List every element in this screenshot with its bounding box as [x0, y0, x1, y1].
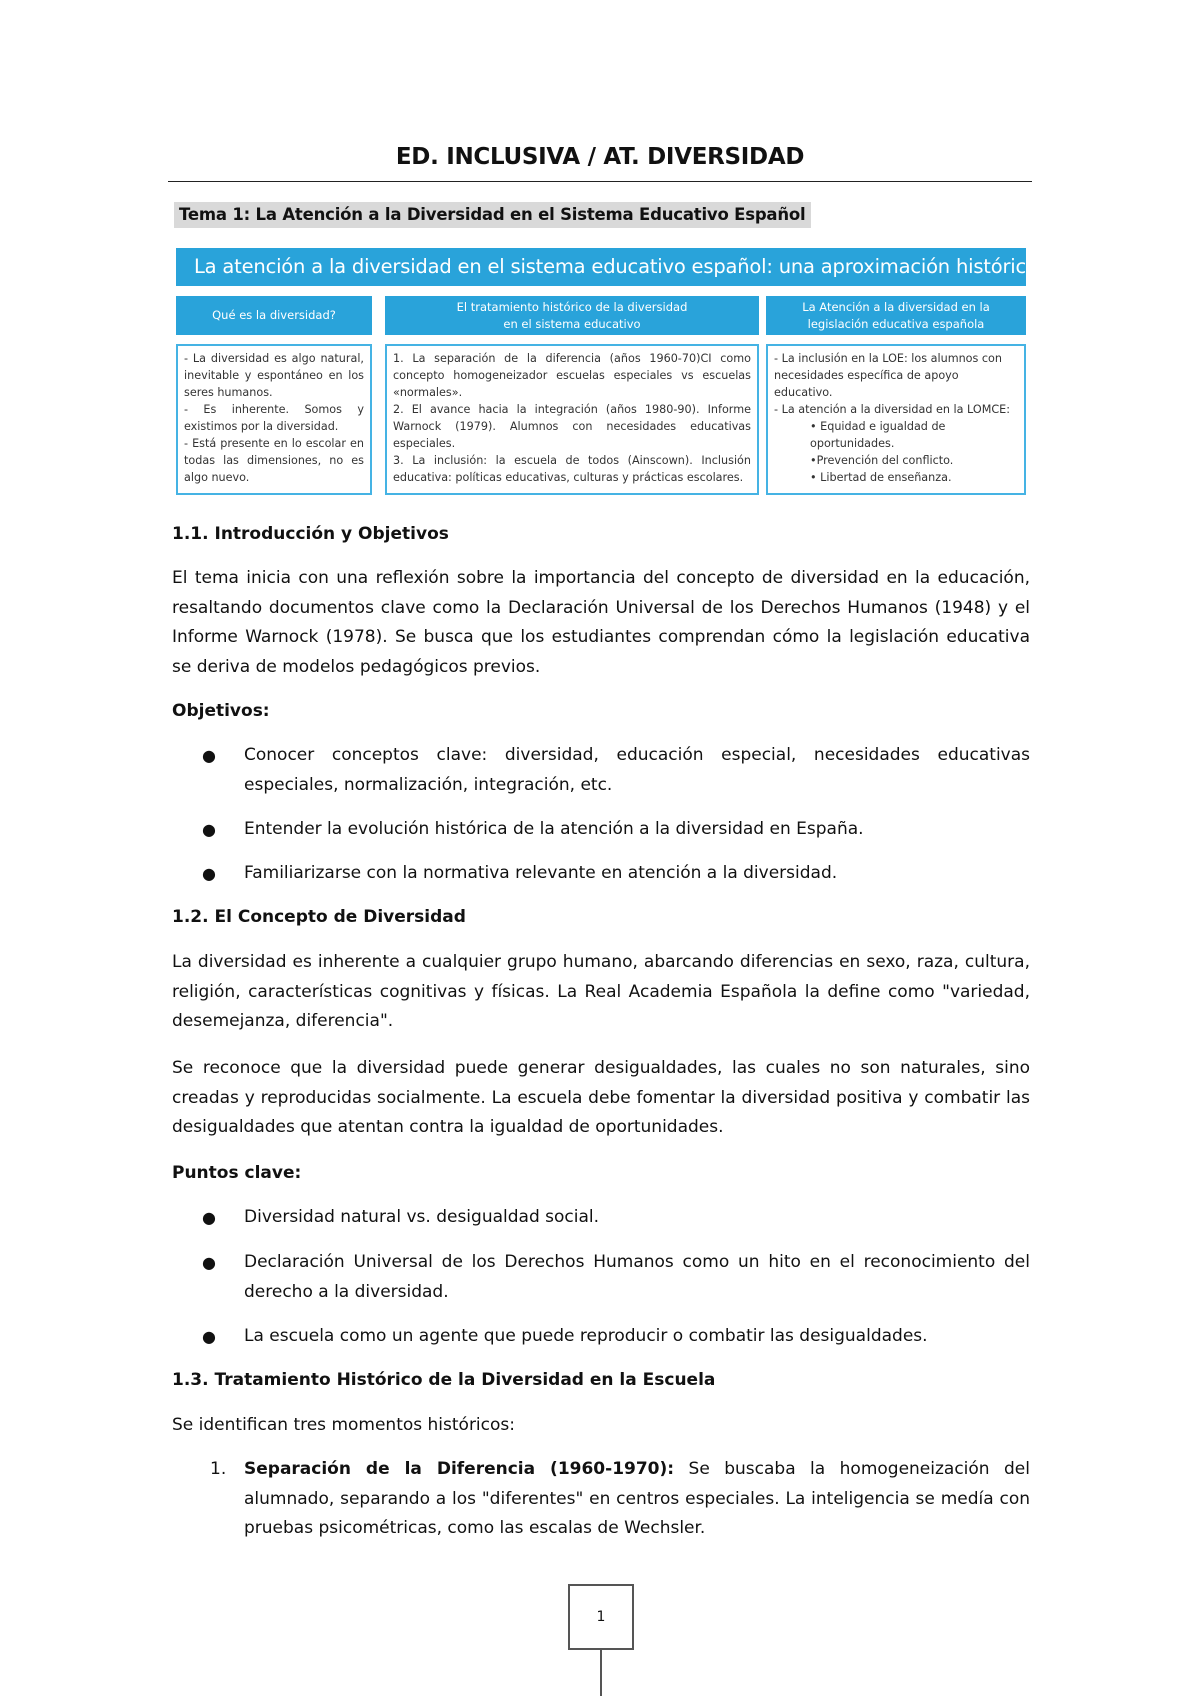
- item-title: Separación de la Diferencia (1960-1970):: [244, 1459, 675, 1479]
- infographic-banner: La atención a la diversidad en el sistema educativo español: una aproximación histórica: [176, 248, 1026, 286]
- page-title: ED. INCLUSIVA / AT. DIVERSIDAD: [395, 144, 805, 170]
- bullet-icon: ●: [202, 1327, 216, 1346]
- numbered-item: [172, 1455, 1030, 1544]
- list-item: ● Familiarizarse con la normativa relevante en atención a la diversidad.: [172, 859, 1030, 889]
- col1-line: - Está presente en lo escolar en todas las dimensiones, no es algo nuevo.: [184, 437, 364, 484]
- col3-line: - La inclusión en la LOE: los alumnos con necesidades específica de apoyo educativo.: [774, 352, 1002, 399]
- bullet-icon: ●: [202, 746, 216, 765]
- list-item: ● Declaración Universal de los Derechos Humanos como un hito en el reconocimiento del derecho a la diversidad.: [172, 1248, 1030, 1307]
- col2-line: 2. El avance hacia la integración (años 1980-90). Informe Warnock (1979). Alumnos con necesidades educativas especiales.: [393, 403, 751, 450]
- col2-heading: El tratamiento histórico de la diversidad en el sistema educativo: [385, 296, 759, 335]
- section-heading-1-3: 1.3. Tratamiento Histórico de la Diversidad en la Escuela: [172, 1370, 716, 1390]
- item-text: Se buscaba la homogeneización del alumnado, separando a los "diferentes" en centros especiales. La inteligencia se medía con pruebas psicométricas, como las escalas de Wechsler.: [244, 1459, 1030, 1538]
- col2-line: 1. La separación de la diferencia (años 1960-70)CI como concepto homogeneizador escuelas especiales vs escuelas «normales».: [393, 352, 751, 399]
- bullet-icon: ●: [202, 864, 216, 883]
- col3-subitem: • Libertad de enseñanza.: [810, 471, 952, 484]
- list-item: ● La escuela como un agente que puede reproducir o combatir las desigualdades.: [172, 1322, 1030, 1352]
- bullet-icon: ●: [202, 820, 216, 839]
- col1-line: - La diversidad es algo natural, inevitable y espontáneo en los seres humanos.: [184, 352, 364, 399]
- col3-subitem: • Equidad e igualdad de oportunidades.: [810, 420, 946, 450]
- paragraph: La diversidad es inherente a cualquier grupo humano, abarcando diferencias en sexo, raza, cultura, religión, características cognitivas y físicas. La Real Academia Española la define como "variedad, desemejanza, diferencia".: [172, 952, 1030, 1031]
- paragraph: Se identifican tres momentos históricos:: [172, 1415, 515, 1435]
- tema-heading: Tema 1: La Atención a la Diversidad en el Sistema Educativo Español: [174, 202, 811, 228]
- list-item: ● Conocer conceptos clave: diversidad, educación especial, necesidades educativas especiales, normalización, integración, etc.: [172, 741, 1030, 800]
- col2-body: [385, 344, 759, 495]
- col3-line: - La atención a la diversidad en la LOMCE:: [774, 403, 1010, 416]
- col3-body: [766, 344, 1026, 495]
- col1-heading: Qué es la diversidad?: [176, 296, 372, 335]
- puntos-clave-label: Puntos clave:: [172, 1163, 302, 1183]
- col3-subitem: •Prevención del conflicto.: [810, 454, 954, 467]
- bullet-icon: ●: [202, 1208, 216, 1227]
- objetivos-label: Objetivos:: [172, 701, 270, 721]
- page-number: 1: [568, 1584, 634, 1650]
- item-number: 1.: [210, 1459, 227, 1479]
- paragraph: Se reconoce que la diversidad puede generar desigualdades, las cuales no son naturales, sino creadas y reproducidas socialmente. La escuela debe fomentar la diversidad positiva y combatir las desigualdades que atentan contra la igualdad de oportunidades.: [172, 1058, 1030, 1137]
- bullet-icon: ●: [202, 1253, 216, 1272]
- list-item: ● Diversidad natural vs. desigualdad social.: [172, 1203, 1030, 1233]
- page-number-line: [600, 1650, 602, 1696]
- section-heading-1-2: 1.2. El Concepto de Diversidad: [172, 907, 466, 927]
- list-item: ● Entender la evolución histórica de la atención a la diversidad en España.: [172, 815, 1030, 845]
- col2-line: 3. La inclusión: la escuela de todos (Ainscown). Inclusión educativa: políticas educativas, culturas y prácticas escolares.: [393, 454, 751, 484]
- infographic: [176, 248, 1038, 495]
- col1-line: - Es inherente. Somos y existimos por la diversidad.: [184, 403, 364, 433]
- paragraph: El tema inicia con una reflexión sobre la importancia del concepto de diversidad en la educación, resaltando documentos clave como la Declaración Universal de los Derechos Humanos (1948) y el Informe Warnock (1978). Se busca que los estudiantes comprendan cómo la legislación educativa se deriva de modelos pedagógicos previos.: [172, 568, 1030, 677]
- title-rule: [168, 181, 1032, 182]
- section-heading-1-1: 1.1. Introducción y Objetivos: [172, 524, 449, 544]
- col3-heading: La Atención a la diversidad en la legislación educativa española: [766, 296, 1026, 335]
- col1-body: [176, 344, 372, 495]
